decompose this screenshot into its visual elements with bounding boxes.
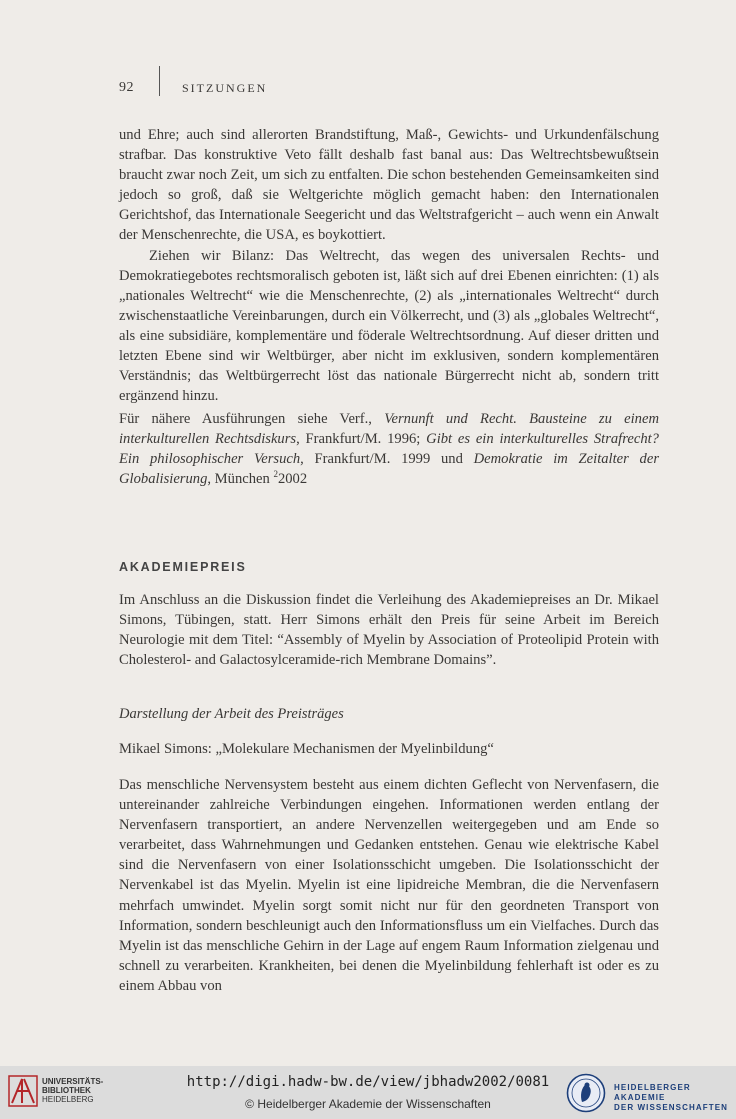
page-url-link[interactable]: http://digi.hadw-bw.de/view/jbhadw2002/0081 bbox=[186, 1074, 550, 1090]
header-divider bbox=[159, 66, 160, 96]
ref-after-2: , Frankfurt/M. 1999 und bbox=[300, 451, 474, 468]
ref-after-1: , Frankfurt/M. 1996; bbox=[296, 431, 427, 448]
myelin-paragraph: Das menschliche Nervensystem besteht aus einem dichten Geflecht von Nervenfasern, die untereinander zahlreiche Verbindungen eingehen. Informationen werden entlang der Nervenfasern transportiert, an andere Nervenzellen weitergegeben und am Ende so verarbeitet, dass Wahrnehmungen und Gedanken entstehen. Genau wie elektrische Kabel sind die Nervenfasern von einer Isolationsschicht umgeben. Die Isolationsschicht der Nervenkabel ist das Myelin. Myelin ist eine lipidreiche Membran, die die Nervenfasern mehrfach umwindet. Myelin sorgt somit nicht nur für den geordneten Transport von Information, sondern beschleunigt auch den Informationsfluss um ein Vielfaches. Durch das Myelin ist das menschliche Gehirn in der Lage auf engem Raum Information zielgenau und schnell zu verarbeiten. Krankheiten, bei denen die Myelinbildung fehlerhaft ist oder es zu einem Abbau von bbox=[119, 777, 659, 994]
hadw-line-2: DER WISSENSCHAFTEN bbox=[614, 1103, 729, 1112]
myelin-block bbox=[119, 775, 659, 996]
ref-title-1: Vernunft und Recht. Bausteine zu einem interkulturellen Rechtsdiskurs bbox=[119, 411, 659, 448]
subheading: Darstellung der Arbeit des Preisträges bbox=[119, 706, 344, 722]
ub-line-1: UNIVERSITÄTS- bbox=[42, 1077, 104, 1086]
ub-line-2: BIBLIOTHEK bbox=[42, 1086, 91, 1095]
hadw-line-1: HEIDELBERGER AKADEMIE bbox=[614, 1083, 691, 1102]
references-paragraph bbox=[119, 409, 659, 489]
hadw-seal-icon[interactable] bbox=[566, 1073, 606, 1113]
page-number: 92 bbox=[119, 80, 134, 95]
paragraph-2: Ziehen wir Bilanz: Das Weltrecht, das wegen des universalen Rechts- und Demokratiegebotes rechtsmoralisch geboten ist, läßt sich auf drei Ebenen einrichten: (1) als „nationales Weltrecht“ wie die Menschenrechte, (2) als „internationales Weltrecht“ durch zwischenstaatliche Vereinbarungen, durch ein Völkerrecht, und (3) als „globales Weltrecht“, als eine subsidiäre, komplementäre und föderale Weltrechtsordnung. Auf dieser dritten und letzten Ebene sind wir Weltbürger, aber nicht im exklusiven, sondern komplementären Verständnis; das Weltbürgerrecht löst das nationale Bürgerrecht nicht ab, sondern tritt ergänzend hinzu. bbox=[119, 247, 659, 405]
section-heading: AKADEMIEPREIS bbox=[119, 560, 247, 574]
copyright-text: © Heidelberger Akademie der Wissenschaften bbox=[245, 1097, 491, 1111]
ref-edition: 2 bbox=[273, 469, 278, 480]
ref-title-3: Demokratie im Zeitalter der Globalisierung bbox=[119, 451, 659, 488]
ref-lead: Für nähere Ausführungen siehe Verf., bbox=[119, 411, 385, 427]
references-note bbox=[119, 409, 659, 489]
ub-line-3: HEIDELBERG bbox=[42, 1095, 94, 1104]
footer-bar bbox=[0, 1066, 736, 1119]
ref-title-2: Gibt es ein interkulturelles Strafrecht? Ein philosophischer Versuch bbox=[119, 431, 659, 468]
talk-title: Mikael Simons: „Molekulare Mechanismen der Myelinbildung“ bbox=[119, 741, 494, 757]
award-paragraph: Im Anschluss an die Diskussion findet die Verleihung des Akademiepreises an Dr. Mikael Simons, Tübingen, statt. Herr Simons erhält den Preis für seine Arbeit im Bereich Neurologie mit dem Titel: “Assembly of Myelin by Association of Proteolipid Protein with Cholesterol- and Galactosylceramide-rich Membrane Domains”. bbox=[119, 592, 659, 669]
running-title: SITZUNGEN bbox=[182, 80, 268, 95]
ref-after-3: , München bbox=[207, 471, 274, 488]
paragraph-1: und Ehre; auch sind allerorten Brandstiftung, Maß-, Gewichts- und Urkundenfälschung strafbar. Das konstruktive Veto fällt deshalb fast banal aus: Das Weltrechtsbewußtsein braucht zwar noch Zeit, um sich zu entfalten. Die schon bestehenden Gemeinsamkeiten sind jedoch so groß, daß sie Weltgerichte möglich gemacht haben: den Internationalen Gerichtshof, das Internationale Seegericht und das Weltstrafgericht – auch wenn ein Anwalt der Menschenrechte, die USA, es boykottiert. bbox=[119, 127, 659, 244]
running-head bbox=[119, 78, 267, 98]
text-block-1 bbox=[119, 125, 659, 406]
award-block bbox=[119, 590, 659, 670]
ref-year: 2002 bbox=[277, 471, 308, 488]
hadw-logo-text bbox=[614, 1083, 736, 1113]
